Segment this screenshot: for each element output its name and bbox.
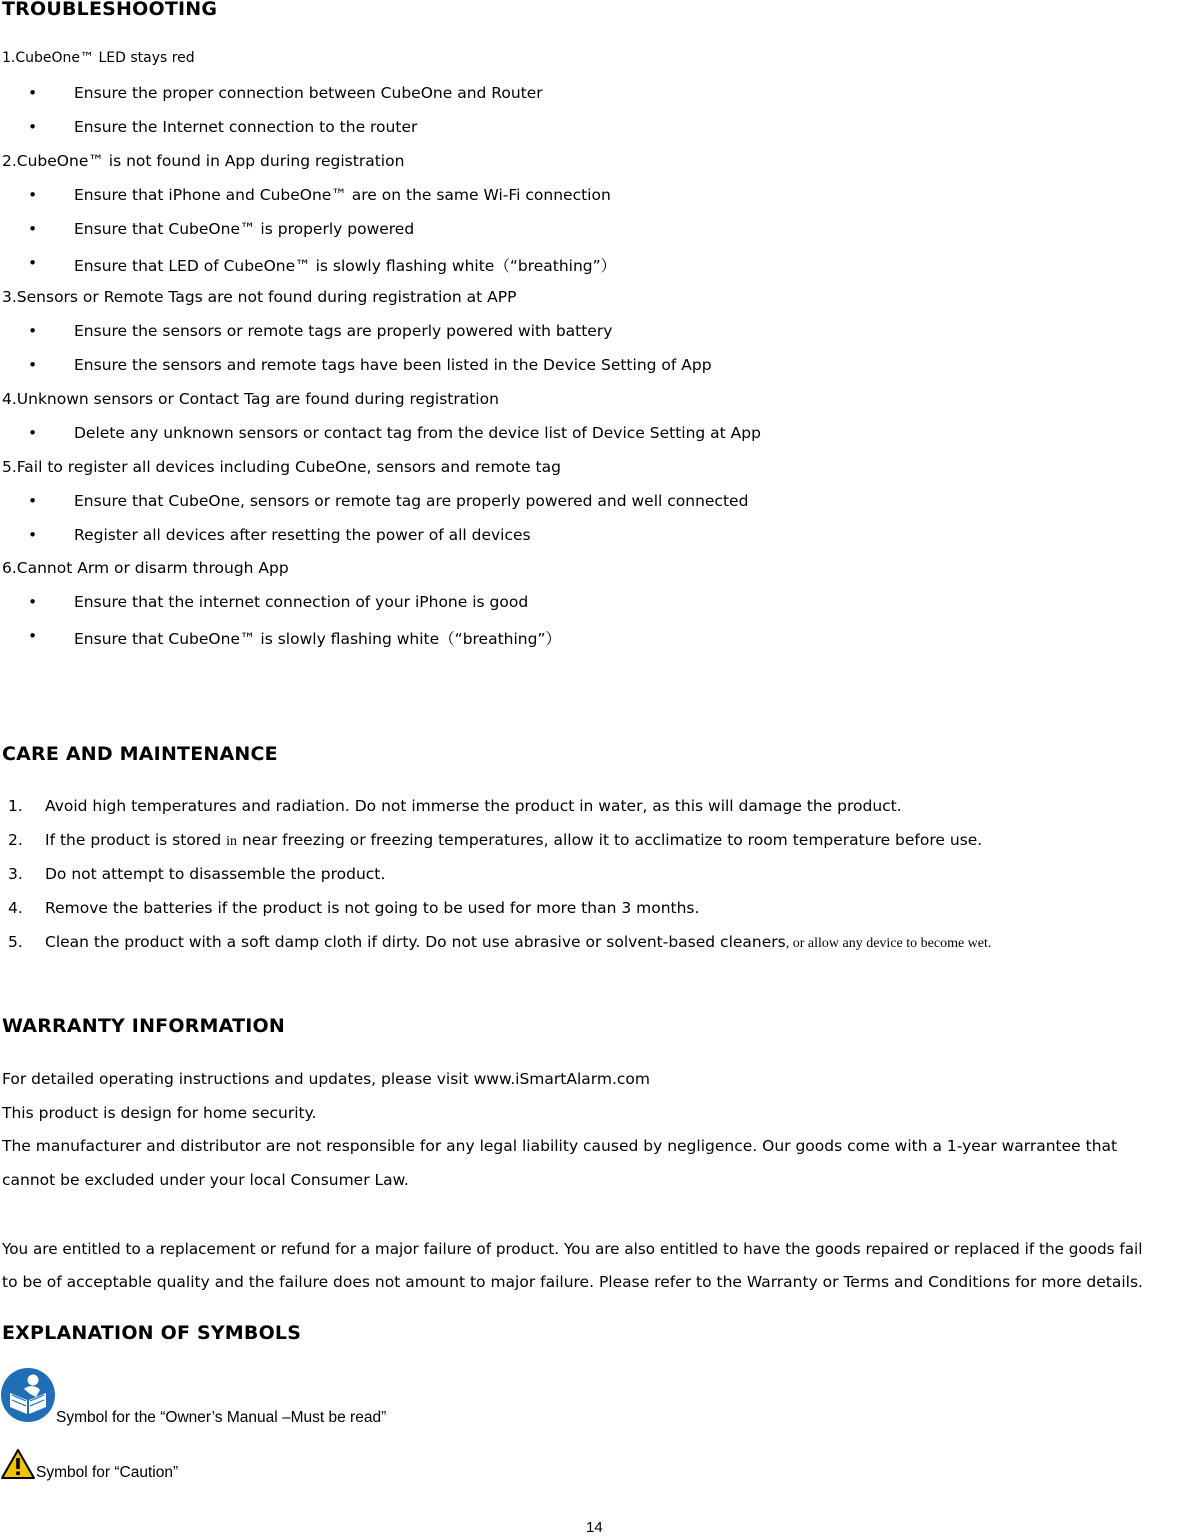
manual-page: TROUBLESHOOTING 1.CubeOne™ LED stays red • Ensure the proper connection between CubeOne and Router • Ensure the Internet connection to the router 2.CubeOne™ is not found in App during registration • Ensure that iPhone and CubeOne™ are on the same Wi-Fi connection • Ensure that CubeOne™ is properly powered • Ensure that LED of CubeOne™ is slowly flashing white（“breathing”） 3.Sensors or Remote Tags are not found during registration at APP • Ensure the sensors or remote tags are properly powered with battery • Ensure the sensors and remote tags have been listed in the Device Setting of App 4.Unknown sensors or Contact Tag are found during registration • Delete any unknown sensors or contact tag from the device list of Device Setting at App 5.Fail to register all devices including CubeOne, sensors and remote tag • Ensure that CubeOne, sensors or remote tag are properly powered and well connected • Register all devices after resetting the power of all devices 6.Cannot Arm or disarm through App • Ensure that the internet connection of your iPhone is good • Ensure that CubeOne™ is slowly flashing white（“breathing”） CARE AND MAINTENANCE 1. Avoid high temperatures and radiation. Do not immerse the product in water, as this will damage the product. 2. If the product is stored in near freezing or freezing temperatures, allow it to acclimatize to room temperature before use. 3. Do not attempt to disassemble the product. 4. Remove the batteries if the product is not going to be used for more than 3 months. 5. Clean the product with a soft damp cloth if dirty. Do not use abrasive or solvent-based cleaners, or allow any device to become wet. WARRANTY INFORMATION For detailed operating instructions and updates, please visit www.iSmartAlarm.com This product is design for home security. The manufacturer and distributor are not responsible for any legal liability caused by negligence. Our goods come with a 1-year warrantee that cannot be excluded under your local Consumer Law. You are entitled to a replacement or refund for a major failure of product. You are also entitled to have the goods repaired or replaced if the goods fail to be of acceptable quality and the failure does not amount to major failure. Please refer to the Warranty or Terms and Conditions for more details. EXPLANATION OF SYMBOLS Symbol for the “Owner’s Manual –Must be read” Symbol for “Caution” 14 — [2, 0, 1143, 1536]
manual-symbol-text: Symbol for the “Owner’s Manual –Must be read” — [56, 1409, 387, 1426]
issue-title: 5.Fail to register all devices including CubeOne, sensors and remote tag — [2, 458, 561, 476]
symbols-heading: EXPLANATION OF SYMBOLS — [2, 1322, 302, 1344]
warranty-heading: WARRANTY INFORMATION — [2, 1015, 285, 1037]
issue-title: 1.CubeOne™ LED stays red — [2, 50, 195, 66]
issue-title: 4.Unknown sensors or Contact Tag are found during registration — [2, 390, 499, 408]
warranty-line: cannot be excluded under your local Consumer Law. — [2, 1171, 409, 1189]
warranty-line: You are entitled to a replacement or refund for a major failure of product. You are also entitled to have the goods repaired or replaced if the goods fail — [2, 1240, 1143, 1258]
troubleshooting-heading: TROUBLESHOOTING — [2, 0, 218, 20]
warning-triangle-icon — [0, 1448, 36, 1480]
caution-symbol-text: Symbol for “Caution” — [36, 1464, 179, 1481]
warranty-line: For detailed operating instructions and updates, please visit www.iSmartAlarm.com — [2, 1070, 650, 1088]
warranty-line: to be of acceptable quality and the failure does not amount to major failure. Please refer to the Warranty or Terms and Conditions for more details. — [2, 1273, 1143, 1291]
issue-title: 2.CubeOne™ is not found in App during registration — [2, 152, 405, 170]
manual-symbol-row — [0, 1367, 387, 1426]
issue-title: 6.Cannot Arm or disarm through App — [2, 559, 289, 577]
warranty-line: The manufacturer and distributor are not responsible for any legal liability caused by negligence. Our goods come with a 1-year warrantee that — [2, 1137, 1118, 1155]
care-heading: CARE AND MAINTENANCE — [2, 743, 278, 765]
issue-title: 3.Sensors or Remote Tags are not found during registration at APP — [2, 288, 517, 306]
caution-symbol-row — [0, 1448, 178, 1480]
warranty-line: This product is design for home security. — [2, 1104, 317, 1122]
page-number: 14 — [586, 1519, 603, 1536]
read-manual-icon — [0, 1367, 56, 1423]
